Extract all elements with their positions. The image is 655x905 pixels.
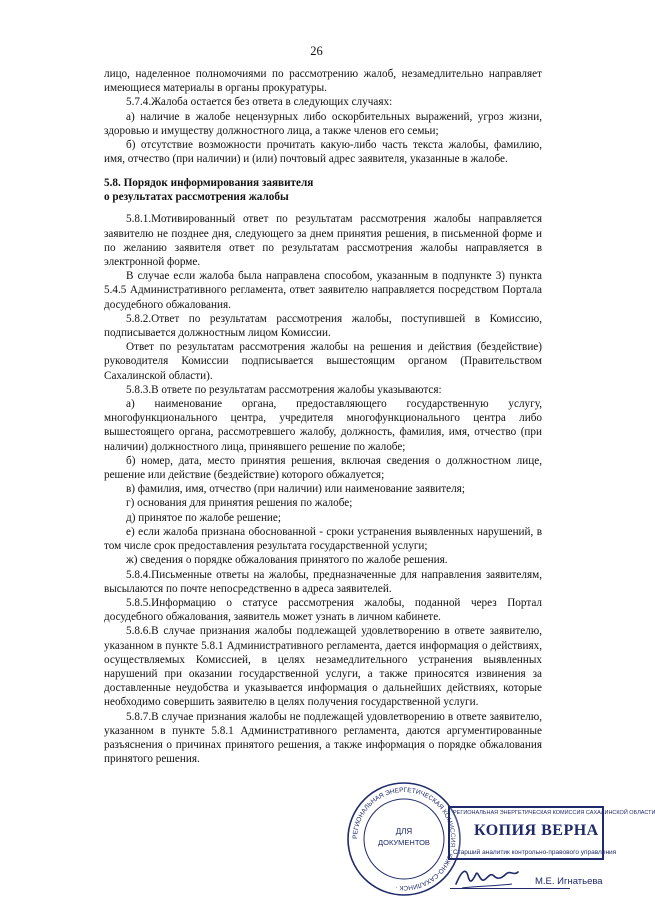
- section-heading-line1: 5.8. Порядок информирования заявителя: [104, 177, 314, 190]
- seal-ring-text: РЕГИОНАЛЬНАЯ ЭНЕРГЕТИЧЕСКАЯ КОМИССИЯ · ЮЖНО-САХАЛИНСК ·: [351, 786, 457, 892]
- page-number: 26: [310, 44, 323, 58]
- paragraph: лицо, наделенное полномочиями по рассмотрению жалоб, незамедлительно направляет имеющиеся материалы в органы прокуратуры.: [104, 68, 542, 95]
- paragraph: а) наименование органа, предоставляющего государственную услугу, многофункционального центра, учредителя многофункционального центра либо вышестоящего органа, рассмотревшего жалобу, должность, фамилия, имя, отчество (при наличии) должностного лица, принявшего решение по жалобе;: [104, 398, 542, 453]
- stamp-title: КОПИЯ ВЕРНА: [474, 822, 599, 839]
- paragraph: 5.8.3.В ответе по результатам рассмотрения жалобы указываются:: [126, 383, 442, 396]
- paragraph: 5.8.1.Мотивированный ответ по результатам рассмотрения жалобы направляется заявителю не позднее дня, следующего за днем принятия решения, в письменной форме и по желанию заявителя ответ по результатам рассмотрения жалобы направляется в электронной форме.: [104, 213, 542, 269]
- paragraph: д) принятое по жалобе решение;: [126, 511, 281, 524]
- stamp-position: Старший аналитик контрольно-правового управления: [453, 849, 617, 856]
- stamp-organization: РЕГИОНАЛЬНАЯ ЭНЕРГЕТИЧЕСКАЯ КОМИССИЯ САХАЛИНСКОЙ ОБЛАСТИ: [453, 810, 655, 816]
- paragraph: В случае если жалоба была направлена способом, указанным в подпункте 3) пункта 5.4.5 Административного регламента, ответ заявителю направляется посредством Портала досудебного обжалования.: [104, 270, 542, 311]
- paragraph: е) если жалоба признана обоснованной - сроки устранения выявленных нарушений, в том числе срок предоставления результата государственной услуги;: [104, 525, 542, 553]
- paragraph: 5.8.2.Ответ по результатам рассмотрения жалобы, поступившей в Комиссию, подписывается должностным лицом Комиссии.: [104, 312, 542, 340]
- paragraph: 5.8.4.Письменные ответы на жалобы, предназначенные для направления заявителям, высылаются по почте непосредственно в адреса заявителей.: [104, 568, 542, 595]
- signer-name: М.Е. Игнатьева: [535, 876, 603, 887]
- paragraph: а) наличие в жалобе нецензурных либо оскорбительных выражений, угроз жизни, здоровью и имуществу должностного лица, а также членов его семьи;: [104, 110, 542, 137]
- paragraph: 5.8.7.В случае признания жалобы не подлежащей удовлетворению в ответе заявителю, указанном в пункте 5.8.1 Административного регламента, даются аргументированные разъяснения о причинах принятого решения, а также информация о порядке обжалования принятого решения.: [104, 710, 542, 766]
- document-body: [104, 67, 542, 766]
- paragraph: б) номер, дата, место принятия решения, включая сведения о должностном лице, решение или действие (бездействие) которого обжалуется;: [104, 454, 542, 482]
- paragraph: в) фамилия, имя, отчество (при наличии) или наименование заявителя;: [126, 483, 465, 496]
- paragraph: 5.8.5.Информацию о статусе рассмотрения жалобы, поданной через Портал досудебного обжалования, заявитель может узнать в личном кабинете.: [104, 596, 542, 624]
- seal-center-line1: ДЛЯ: [395, 827, 413, 836]
- paragraph: ж) сведения о порядке обжалования принятого по жалобе решения.: [126, 554, 448, 567]
- seal-center-line2: ДОКУМЕНТОВ: [378, 838, 430, 847]
- paragraph: Ответ по результатам рассмотрения жалобы на решения и действия (бездействие) руководителя Комиссии подписывается вышестоящим органом (Правительством Сахалинской области).: [104, 341, 542, 382]
- paragraph: г) основания для принятия решения по жалобе;: [126, 497, 353, 510]
- official-seal: [345, 780, 463, 898]
- section-heading: [104, 176, 542, 204]
- certified-copy-stamp: [448, 806, 655, 860]
- paragraph: 5.8.6.В случае признания жалобы подлежащей удовлетворению в ответе заявителю, указанном в пункте 5.8.1 Административного регламента, дается информация о действиях, осуществляемых Комиссией, в целях незамедлительного устранения выявленных нарушений при оказании государственной услуги, а также приносятся извинения за доставленные неудобства и указывается информация о дальнейших действиях, которые необходимо совершить заявителю в целях получения государственной услуги.: [104, 625, 542, 709]
- paragraph: 5.7.4.Жалоба остается без ответа в следующих случаях:: [126, 96, 393, 109]
- section-heading-line2: о результатах рассмотрения жалобы: [104, 191, 289, 204]
- paragraph: б) отсутствие возможности прочитать какую-либо часть текста жалобы, фамилию, имя, отчество (при наличии) и (или) почтовый адрес заявителя, указанные в жалобе.: [104, 139, 542, 166]
